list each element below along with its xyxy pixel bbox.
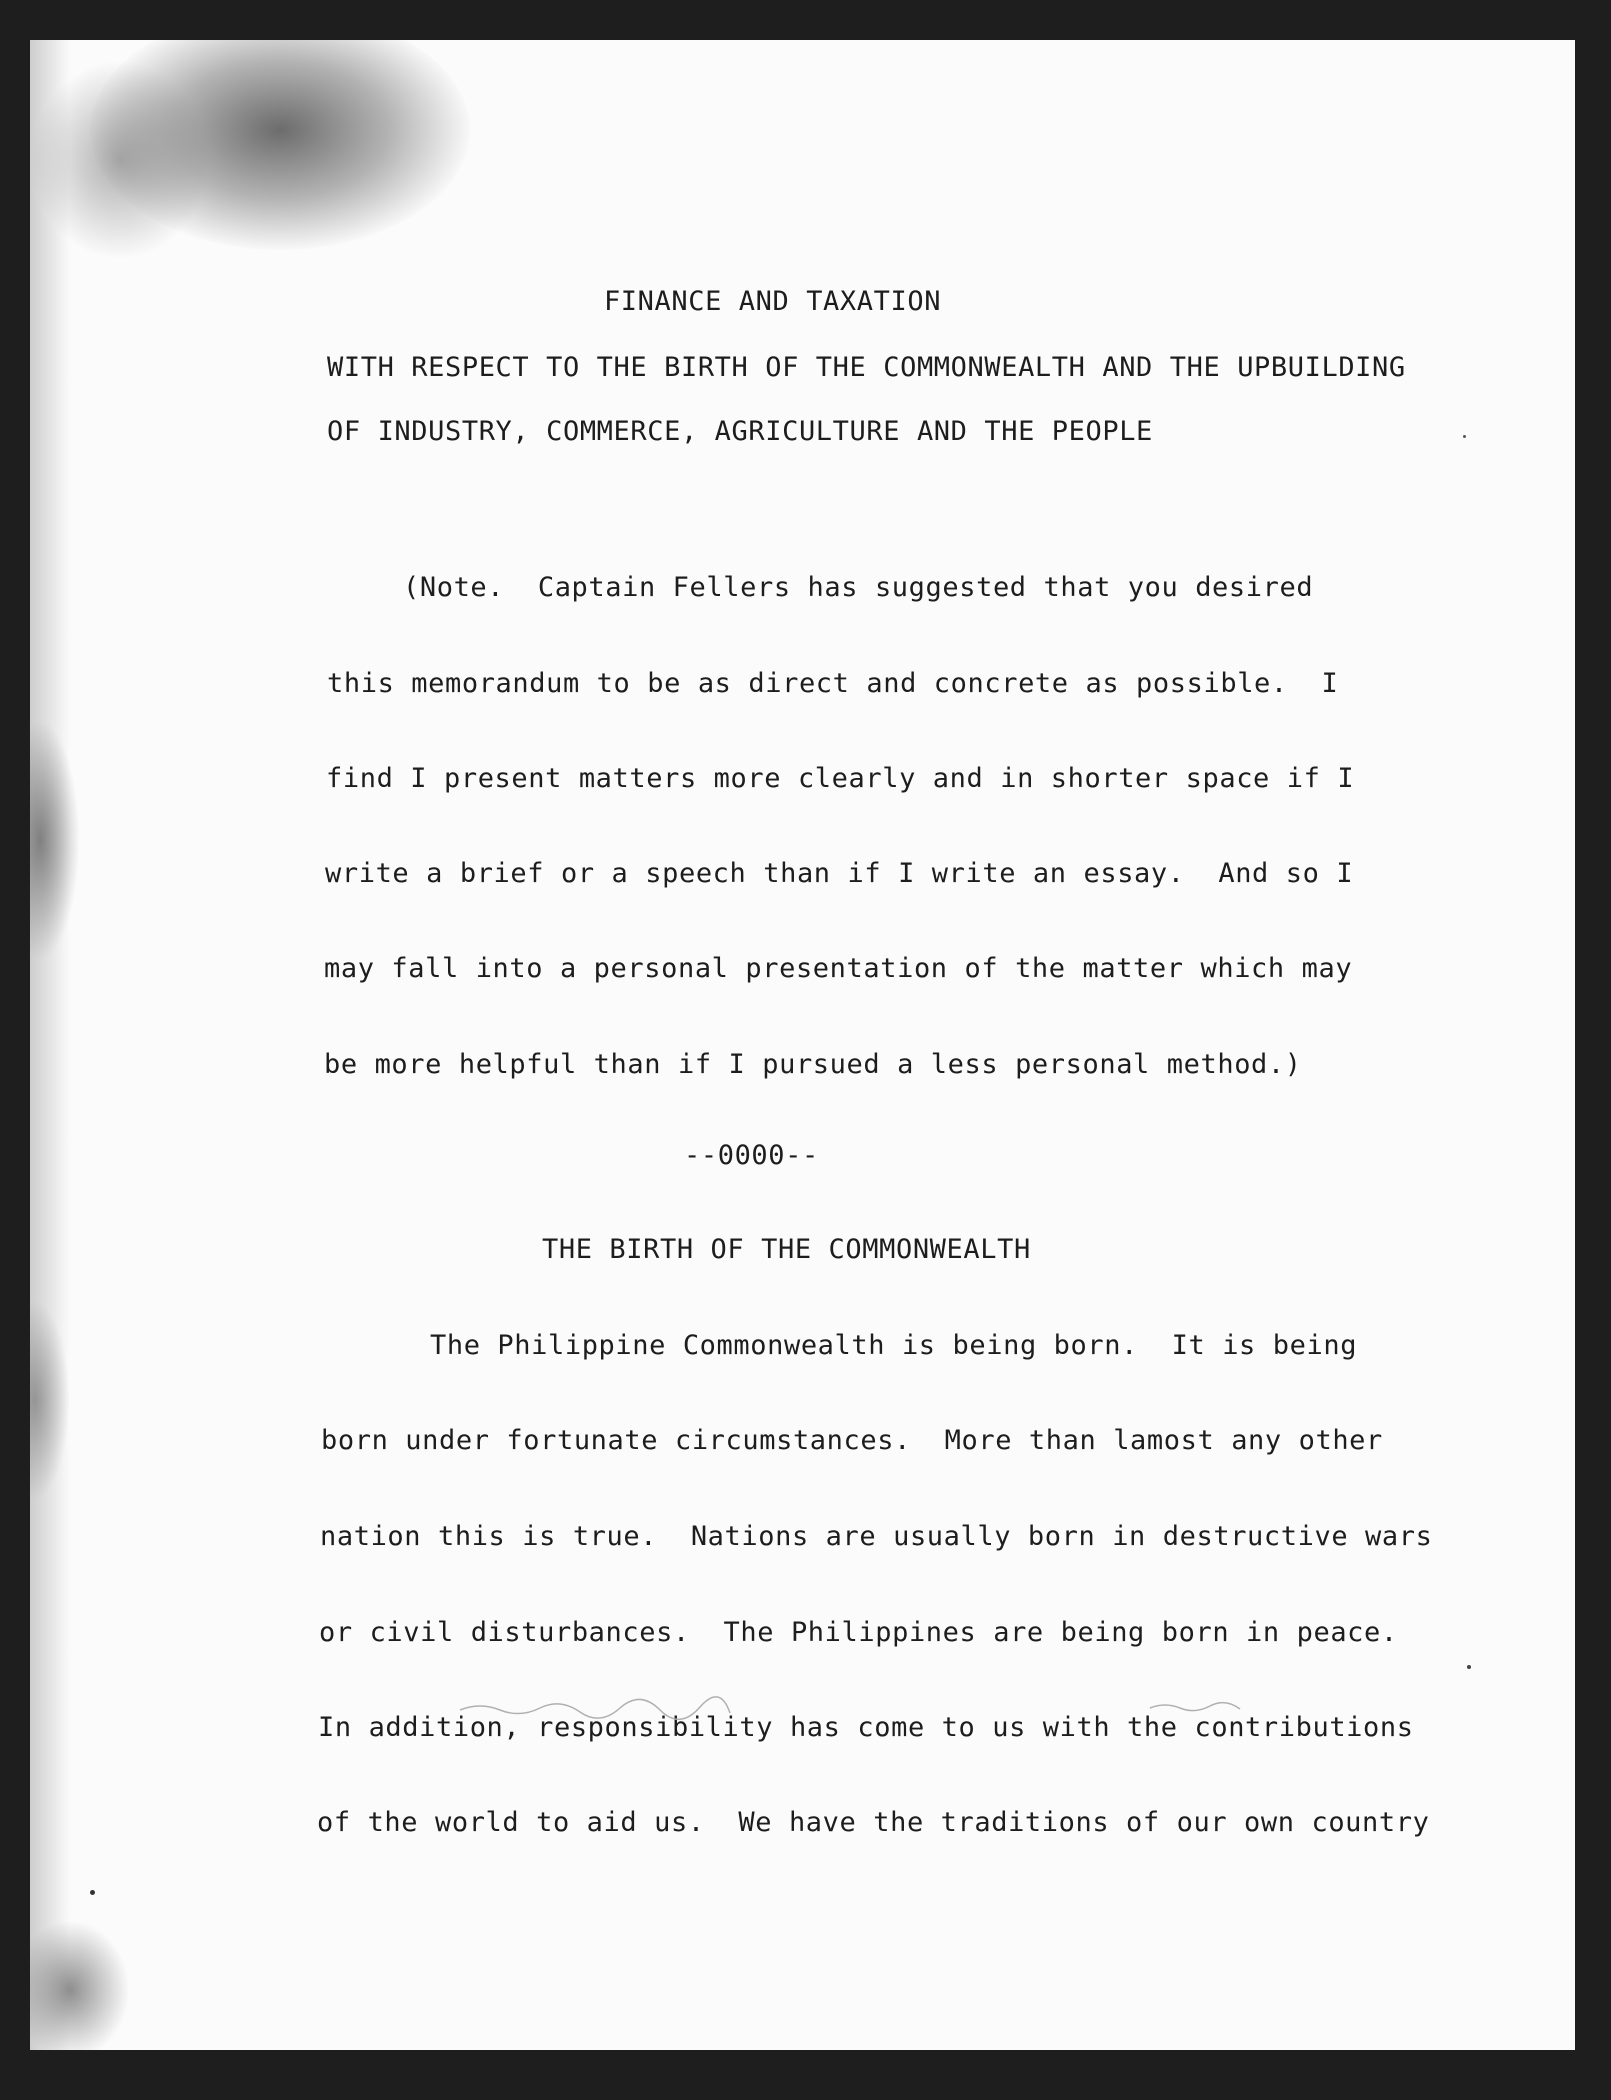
body-line: nation this is true. Nations are usually born in destructive wars [320,1521,1433,1552]
note-line: this memorandum to be as direct and concrete as possible. I [327,668,1339,699]
note-line: be more helpful than if I pursued a less personal method.) [324,1049,1302,1080]
speck [90,1890,95,1895]
ink-smudge-left-edge-2 [30,1300,70,1500]
speck [1463,435,1466,438]
ink-smudge-top-left [90,40,470,250]
body-line: In addition, responsibility has come to us with the contributions [318,1712,1414,1743]
note-line: may fall into a personal presentation of the matter which may [324,953,1353,984]
document-page [30,40,1575,2050]
left-edge-shadow [30,40,70,2050]
ink-smudge-left-edge [30,720,80,960]
section-heading: THE BIRTH OF THE COMMONWEALTH [542,1234,1031,1265]
document-title: FINANCE AND TAXATION [603,286,942,317]
note-line: (Note. Captain Fellers has suggested that you desired [403,572,1314,603]
speck [1467,1665,1471,1669]
note-line: write a brief or a speech than if I write an essay. And so I [325,858,1354,889]
body-line: of the world to aid us. We have the traditions of our own country [317,1807,1430,1838]
body-line: The Philippine Commonwealth is being born. It is being [430,1330,1358,1361]
ink-smudge-top-left-2 [30,60,210,260]
ink-smudge-bottom-left [30,1920,130,2050]
handwritten-marks [450,1680,1350,1740]
note-line: find I present matters more clearly and in shorter space if I [326,763,1355,794]
body-line: or civil disturbances. The Philippines are being born in peace. [319,1617,1398,1648]
body-line: born under fortunate circumstances. More than lamost any other [321,1425,1383,1456]
document-subtitle-line-2: OF INDUSTRY, COMMERCE, AGRICULTURE AND THE PEOPLE [327,416,1153,447]
section-separator: --0000-- [684,1140,819,1171]
document-subtitle-line-1: WITH RESPECT TO THE BIRTH OF THE COMMONWEALTH AND THE UPBUILDING [327,352,1406,383]
